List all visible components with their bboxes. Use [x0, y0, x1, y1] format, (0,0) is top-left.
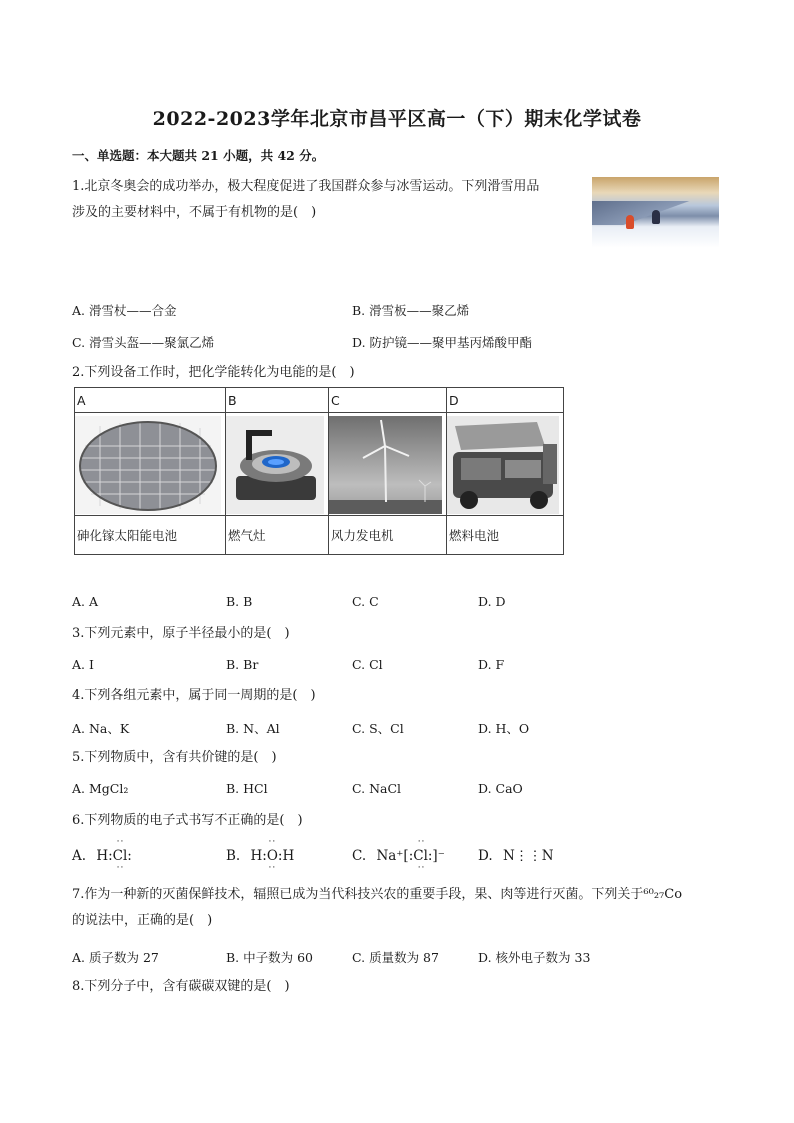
question-7-line-1: 7.作为一种新的灭菌保鲜技术，辐照已成为当代科技兴农的重要手段，果、肉等进行灭菌。下列关于⁶⁰₂₇Co — [72, 887, 683, 902]
q6-option-d-prefix: D. — [478, 848, 493, 864]
q6-option-a — [72, 837, 132, 873]
q7-option-b: B. 中子数为 60 — [226, 950, 314, 965]
question-4: 4.下列各组元素中，属于同一周期的是( ) — [72, 688, 316, 703]
electron-formula-nacl: ·· Na⁺[:Cl:]⁻ ·· — [376, 837, 445, 873]
q4-option-c: C. S、Cl — [352, 721, 404, 736]
gas-stove-image — [226, 416, 324, 514]
lone-pair-dots: ·· — [268, 837, 277, 847]
question-2: 2.下列设备工作时，把化学能转化为电能的是( ) — [72, 365, 355, 380]
lone-pair-dots: ·· — [116, 863, 125, 873]
skier-figure — [626, 215, 634, 229]
table-name-b: 燃气灶 — [226, 516, 329, 555]
table-name-d: 燃料电池 — [447, 516, 564, 555]
lone-pair-dots: ·· — [417, 863, 426, 873]
lone-pair-dots: ·· — [268, 863, 277, 873]
cobalt-nuclide: ⁶⁰₂₇Co — [643, 887, 683, 902]
question-7 — [72, 882, 732, 934]
q5-option-a: A. MgCl₂ — [72, 781, 129, 796]
q7-option-d: D. 核外电子数为 33 — [478, 950, 591, 965]
table-name-c: 风力发电机 — [329, 516, 447, 555]
q7-option-a: A. 质子数为 27 — [72, 950, 159, 965]
skier-figure — [652, 210, 660, 224]
table-name-a: 砷化镓太阳能电池 — [75, 516, 226, 555]
question-5: 5.下列物质中，含有共价键的是( ) — [72, 750, 277, 765]
q3-option-d: D. F — [478, 657, 505, 672]
question-3: 3.下列元素中，原子半径最小的是( ) — [72, 626, 290, 641]
lone-pair-dots: ·· — [417, 837, 426, 847]
wind-turbine-image — [329, 416, 442, 514]
devices-table — [74, 387, 564, 555]
q6-option-a-prefix: A. — [72, 848, 87, 864]
q6-option-b-prefix: B. — [226, 848, 241, 864]
q5-option-d: D. CaO — [478, 781, 523, 796]
q1-option-b: B. 滑雪板——聚乙烯 — [352, 303, 470, 318]
q1-option-d: D. 防护镜——聚甲基丙烯酸甲酯 — [352, 335, 533, 350]
table-label-d: D — [447, 388, 564, 413]
q4-option-a: A. Na、K — [72, 721, 130, 736]
q5-option-b: B. HCl — [226, 781, 268, 796]
q4-option-b: B. N、Al — [226, 721, 280, 736]
q2-option-b: B. B — [226, 594, 253, 609]
electron-formula-hcl: ·· H:Cl: ·· — [96, 837, 132, 873]
q6-option-d — [478, 848, 554, 864]
q2-option-c: C. C — [352, 594, 379, 609]
question-1 — [72, 174, 539, 226]
electron-formula-n2: N⋮⋮N — [502, 848, 554, 864]
skiing-photo — [592, 177, 719, 248]
question-1-line-1: 1.北京冬奥会的成功举办，极大程度促进了我国群众参与冰雪运动。下列滑雪用品 — [72, 179, 540, 194]
gas-stove-image-cell — [226, 413, 329, 516]
electron-formula-h2o: ·· H:O:H ·· — [250, 837, 295, 873]
solar-cell-image-cell — [75, 413, 226, 516]
q2-option-a: A. A — [72, 594, 99, 609]
q6-option-c-prefix: C. — [352, 848, 367, 864]
section-heading: 一、单选题：本大题共 21 小题，共 42 分。 — [72, 148, 325, 163]
table-label-c: C — [329, 388, 447, 413]
question-8: 8.下列分子中，含有碳碳双键的是( ) — [72, 979, 290, 994]
table-label-b: B — [226, 388, 329, 413]
wind-turbine-image-cell — [329, 413, 447, 516]
q1-option-a: A. 滑雪杖——合金 — [72, 303, 177, 318]
q1-option-c: C. 滑雪头盔——聚氯乙烯 — [72, 335, 215, 350]
q3-option-b: B. Br — [226, 657, 259, 672]
q3-option-a: A. I — [72, 657, 94, 672]
solar-cell-image — [75, 416, 221, 514]
fuel-cell-car-image-cell — [447, 413, 564, 516]
question-6: 6.下列物质的电子式书写不正确的是( ) — [72, 813, 303, 828]
q7-option-c: C. 质量数为 87 — [352, 950, 439, 965]
question-1-line-2: 涉及的主要材料中，不属于有机物的是( ) — [72, 205, 317, 220]
q2-option-d: D. D — [478, 594, 506, 609]
lone-pair-dots: ·· — [116, 837, 125, 847]
q3-option-c: C. Cl — [352, 657, 383, 672]
question-7-line-2: 的说法中，正确的是( ) — [72, 913, 213, 928]
fuel-cell-car-image — [447, 416, 559, 514]
q6-option-b — [226, 837, 295, 873]
table-label-a: A — [75, 388, 226, 413]
q4-option-d: D. H、O — [478, 721, 530, 736]
page-title: 2022-2023学年北京市昌平区高一（下）期末化学试卷 — [152, 108, 642, 130]
q6-option-c — [352, 837, 445, 873]
q5-option-c: C. NaCl — [352, 781, 402, 796]
